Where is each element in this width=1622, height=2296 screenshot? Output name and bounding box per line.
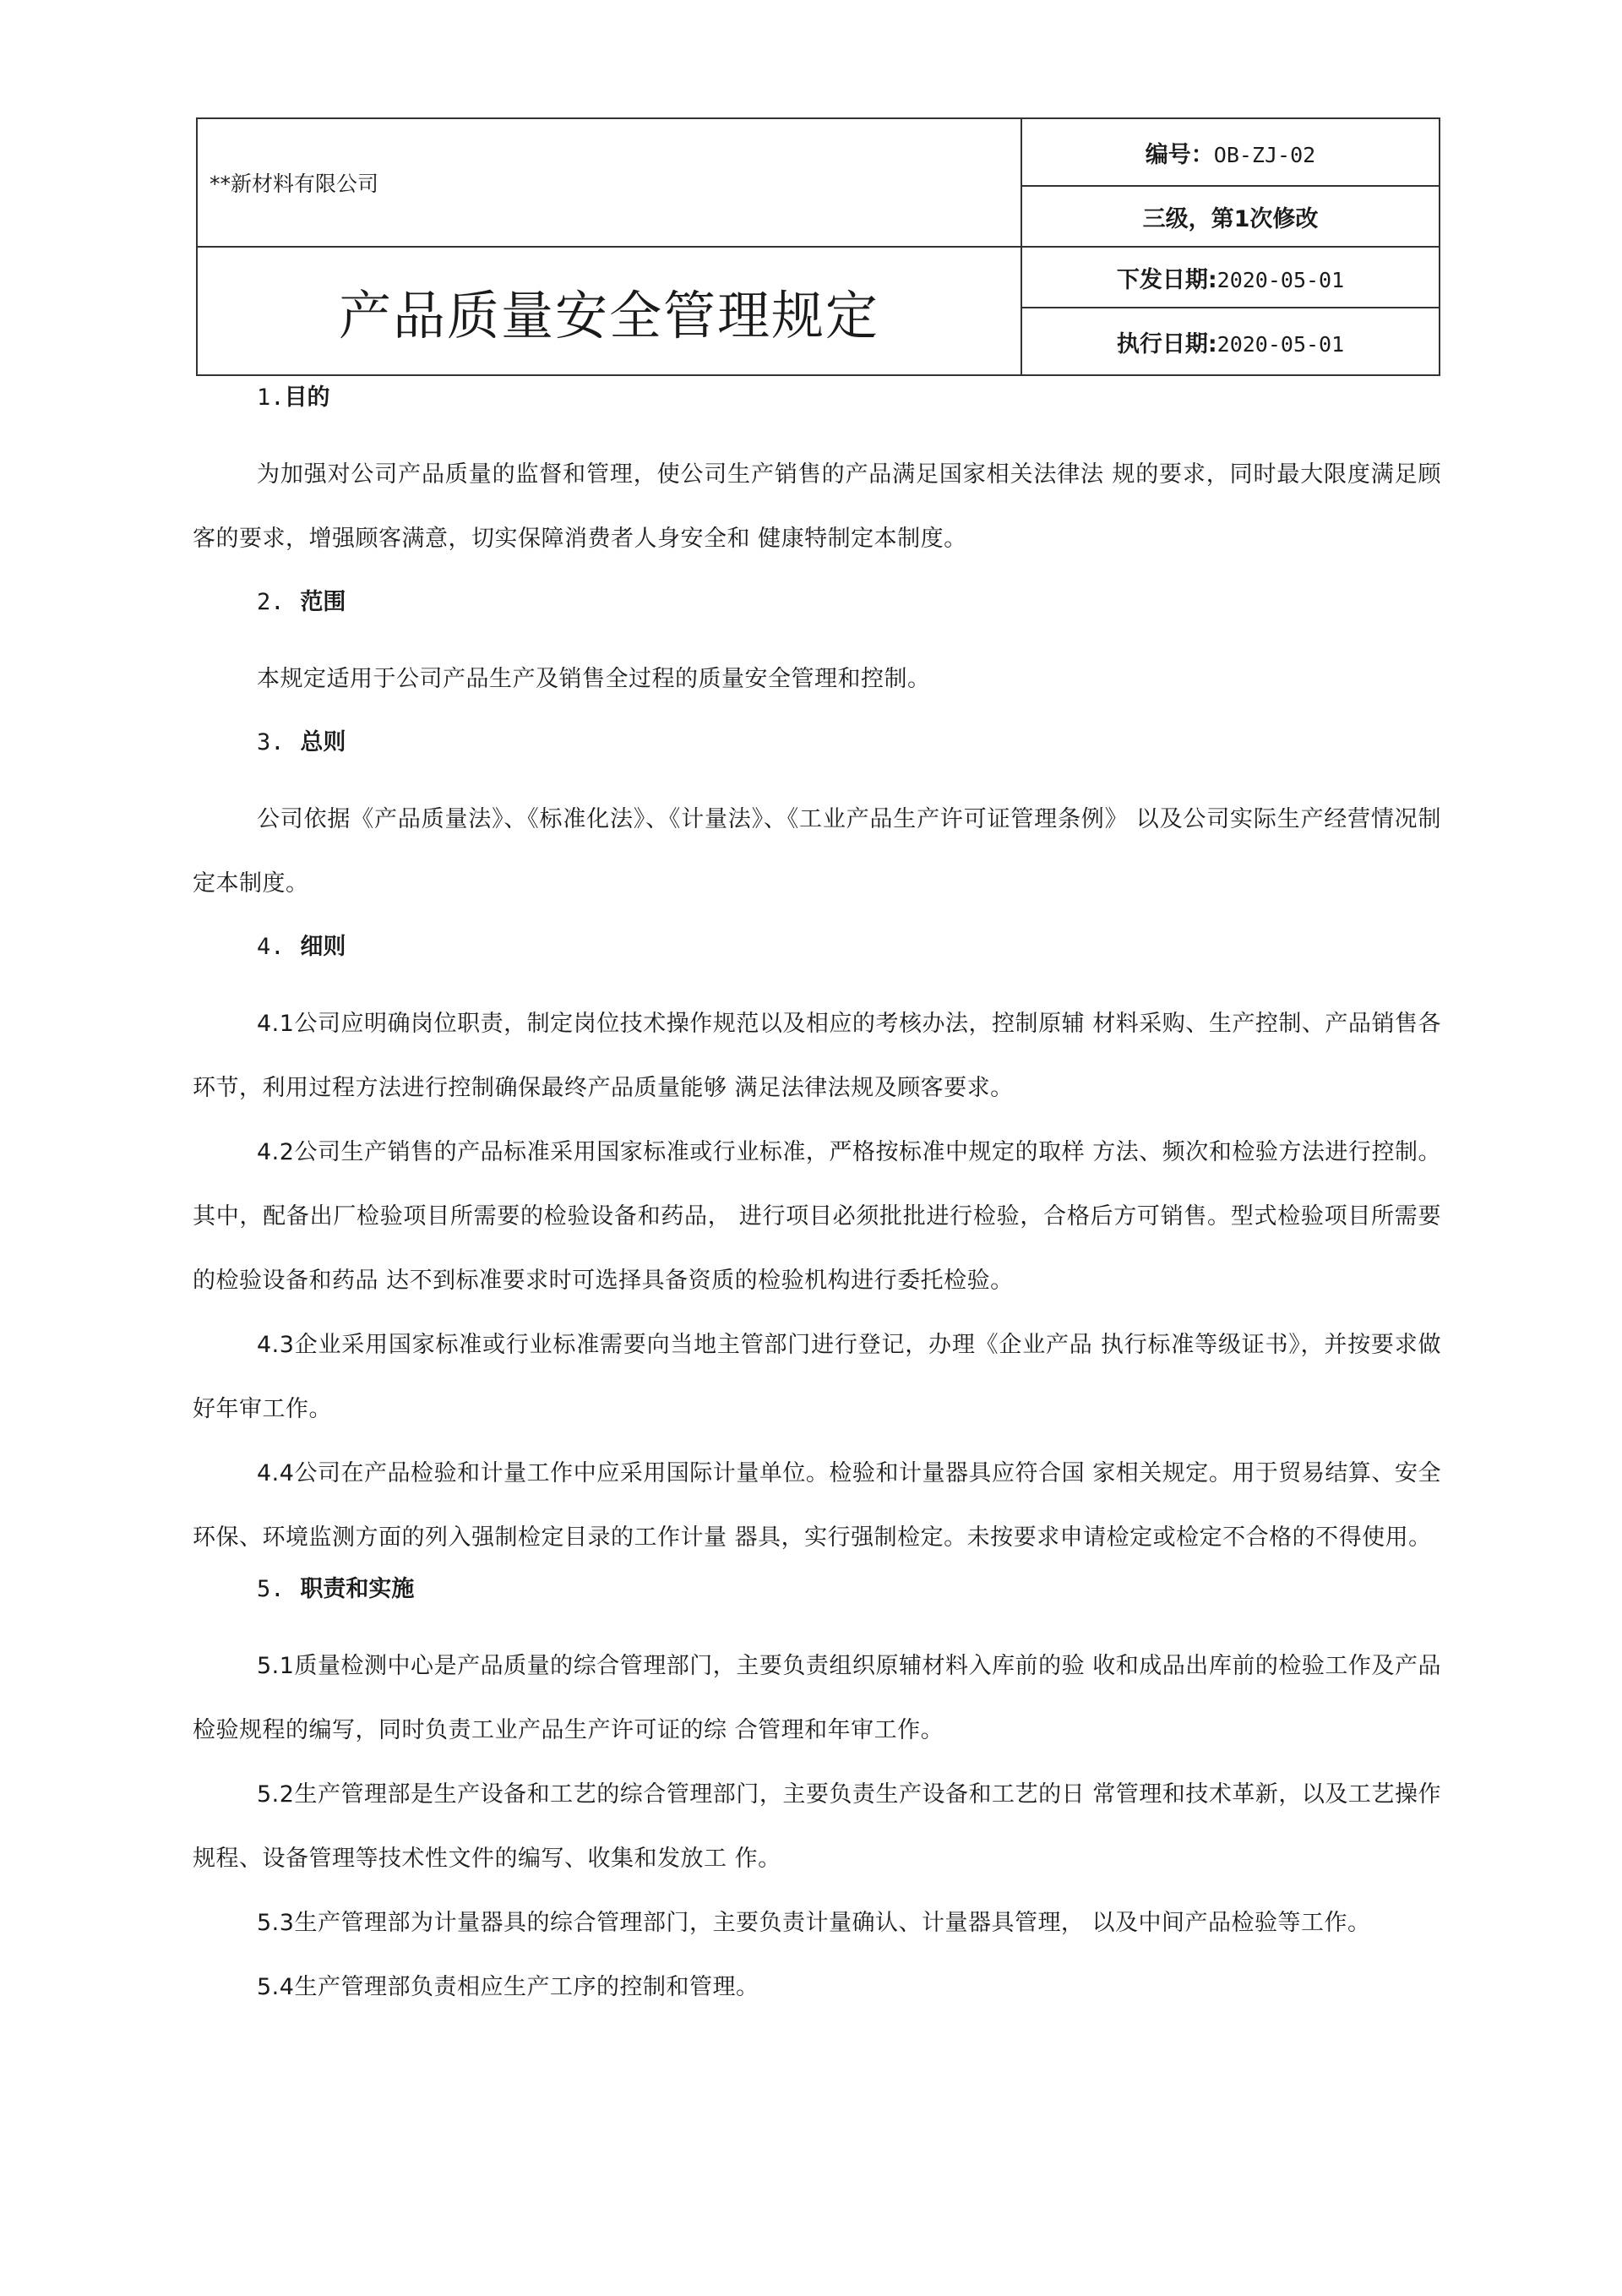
paragraph: 5.4生产管理部负责相应生产工序的控制和管理。 — [257, 1974, 759, 2000]
section-heading-purpose — [193, 379, 1441, 443]
paragraph: 5.3生产管理部为计量器具的综合管理部门，主要负责计量确认、计量器具管理， 以及中间产品检验等工作。 — [257, 1910, 1371, 1936]
paragraph: 5.1质量检测中心是产品质量的综合管理部门，主要负责组织原辅材料入库前的验 收和成品出库前的检验工作及产品检验规程的编写，同时负责工业产品生产许可证的综 合管理和年审工作。 — [193, 1653, 1441, 1743]
effective-date-value: 2020-05-01 — [1216, 331, 1345, 357]
paragraph: 公司依据《产品质量法》、《标准化法》、《计量法》、《工业产品生产许可证管理条例》 以及公司实际生产经营情况制定本制度。 — [193, 806, 1441, 897]
document-body — [193, 379, 1441, 2020]
document-code-value: OB-ZJ-02 — [1213, 142, 1316, 167]
section-number: 3. — [257, 729, 285, 755]
document-header-table — [196, 117, 1440, 376]
section-number: 2. — [257, 589, 285, 615]
issue-date-label: 下发日期: — [1116, 266, 1217, 293]
paragraph: 4.2公司生产销售的产品标准采用国家标准或行业标准，严格按标准中规定的取样 方法、频次和检验方法进行控制。其中，配备出厂检验项目所需要的检验设备和药品， 进行项目必须批批进行检验，合格后方可销售。型式检验项目所需要的检验设备和药品 达不到标准要求时可选择具备资质的检验机构进行委托检验。 — [193, 1139, 1441, 1294]
document-code-label: 编号： — [1145, 141, 1214, 168]
company-name: **新材料有限公司 — [197, 118, 1021, 247]
issue-date-value: 2020-05-01 — [1216, 267, 1345, 292]
section-heading-details — [193, 928, 1441, 992]
section-heading-responsibilities — [193, 1570, 1441, 1634]
section-title: 细则 — [300, 934, 346, 960]
issue-date — [1021, 247, 1440, 308]
paragraph: 4.3企业采用国家标准或行业标准需要向当地主管部门进行登记，办理《企业产品 执行标准等级证书》，并按要求做好年审工作。 — [193, 1332, 1441, 1422]
paragraph: 4.4公司在产品检验和计量工作中应采用国际计量单位。检验和计量器具应符合国 家相关规定。用于贸易结算、安全环保、环境监测方面的列入强制检定目录的工作计量 器具，实行强制检定。未按要求申请检定或检定不合格的不得使用。 — [193, 1460, 1441, 1551]
paragraph: 本规定适用于公司产品生产及销售全过程的质量安全管理和控制。 — [257, 666, 931, 692]
section-heading-scope — [193, 583, 1441, 647]
section-number: 1. — [257, 384, 285, 411]
section-number: 5. — [257, 1576, 285, 1602]
paragraph: 5.2生产管理部是生产设备和工艺的综合管理部门，主要负责生产设备和工艺的日 常管理和技术革新，以及工艺操作规程、设备管理等技术性文件的编写、收集和发放工 作。 — [193, 1781, 1441, 1872]
section-title: 目的 — [284, 384, 330, 411]
section-heading-general — [193, 723, 1441, 788]
revision-level — [1021, 186, 1440, 247]
section-title: 职责和实施 — [300, 1576, 415, 1602]
paragraph: 为加强对公司产品质量的监督和管理，使公司生产销售的产品满足国家相关法律法 规的要求，同时最大限度满足顾客的要求，增强顾客满意，切实保障消费者人身安全和 健康特制定本制度。 — [193, 461, 1441, 552]
effective-date — [1021, 308, 1440, 375]
section-title: 范围 — [300, 589, 346, 615]
document-code — [1021, 118, 1440, 186]
section-number: 4. — [257, 934, 285, 960]
section-title: 总则 — [300, 729, 346, 755]
document-title: 产品质量安全管理规定 — [197, 247, 1021, 375]
paragraph: 4.1公司应明确岗位职责，制定岗位技术操作规范以及相应的考核办法，控制原辅 材料采购、生产控制、产品销售各环节，利用过程方法进行控制确保最终产品质量能够 满足法律法规及顾客要求。 — [193, 1011, 1441, 1101]
effective-date-label: 执行日期: — [1116, 330, 1217, 357]
revision-text: 三级，第1次修改 — [1142, 205, 1319, 232]
